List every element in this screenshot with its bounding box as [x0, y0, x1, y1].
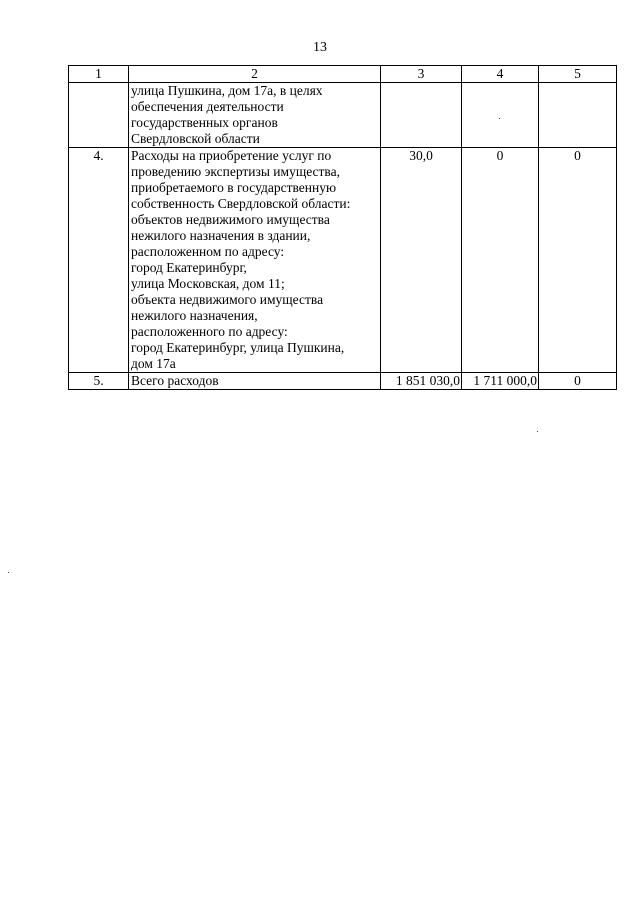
- description-line: улица Пушкина, дом 17а, в целях: [131, 83, 323, 98]
- scan-speck: [499, 118, 500, 119]
- table-header-row: [69, 66, 617, 83]
- description-line: нежилого назначения в здании,: [131, 228, 311, 243]
- row-description: [129, 148, 381, 373]
- scan-speck: [537, 431, 538, 432]
- row-value-col5: 0: [539, 148, 617, 373]
- description-line: собственность Свердловской области:: [131, 196, 351, 211]
- row-number: [69, 83, 129, 148]
- description-line: приобретаемого в государственную: [131, 180, 337, 195]
- description-line: расположенном по адресу:: [131, 244, 285, 259]
- description-line: нежилого назначения,: [131, 308, 258, 323]
- description-line: дом 17а: [131, 356, 176, 371]
- description-line: объектов недвижимого имущества: [131, 212, 330, 227]
- column-header-5: 5: [539, 66, 617, 83]
- column-header-2: 2: [129, 66, 381, 83]
- page-number: 13: [313, 40, 327, 55]
- scan-speck: [8, 572, 9, 573]
- description-line: город Екатеринбург, улица Пушкина,: [131, 340, 345, 355]
- table-row: [69, 373, 617, 390]
- description-line: расположенного по адресу:: [131, 324, 288, 339]
- description-line: объекта недвижимого имущества: [131, 292, 324, 307]
- column-header-1: 1: [69, 66, 129, 83]
- description-line: Всего расходов: [131, 373, 219, 388]
- row-description: [129, 83, 381, 148]
- description-line: Свердловской области: [131, 131, 260, 146]
- row-number: 4.: [69, 148, 129, 373]
- row-value-col4: [462, 83, 539, 148]
- row-value-col3: 30,0: [381, 148, 462, 373]
- table-row: [69, 148, 617, 373]
- table-row: [69, 83, 617, 148]
- row-number: 5.: [69, 373, 129, 390]
- description-line: проведению экспертизы имущества,: [131, 164, 340, 179]
- description-line: город Екатеринбург,: [131, 260, 247, 275]
- column-header-3: 3: [381, 66, 462, 83]
- row-value-col5: [539, 83, 617, 148]
- row-value-col3: 1 851 030,0: [381, 373, 462, 390]
- description-line: государственных органов: [131, 115, 278, 130]
- row-value-col5: 0: [539, 373, 617, 390]
- row-value-col4: 1 711 000,0: [462, 373, 539, 390]
- description-line: улица Московская, дом 11;: [131, 276, 285, 291]
- column-header-4: 4: [462, 66, 539, 83]
- description-line: Расходы на приобретение услуг по: [131, 148, 332, 163]
- row-description: [129, 373, 381, 390]
- description-line: обеспечения деятельности: [131, 99, 284, 114]
- row-value-col3: [381, 83, 462, 148]
- expenses-table: [68, 65, 617, 390]
- row-value-col4: 0: [462, 148, 539, 373]
